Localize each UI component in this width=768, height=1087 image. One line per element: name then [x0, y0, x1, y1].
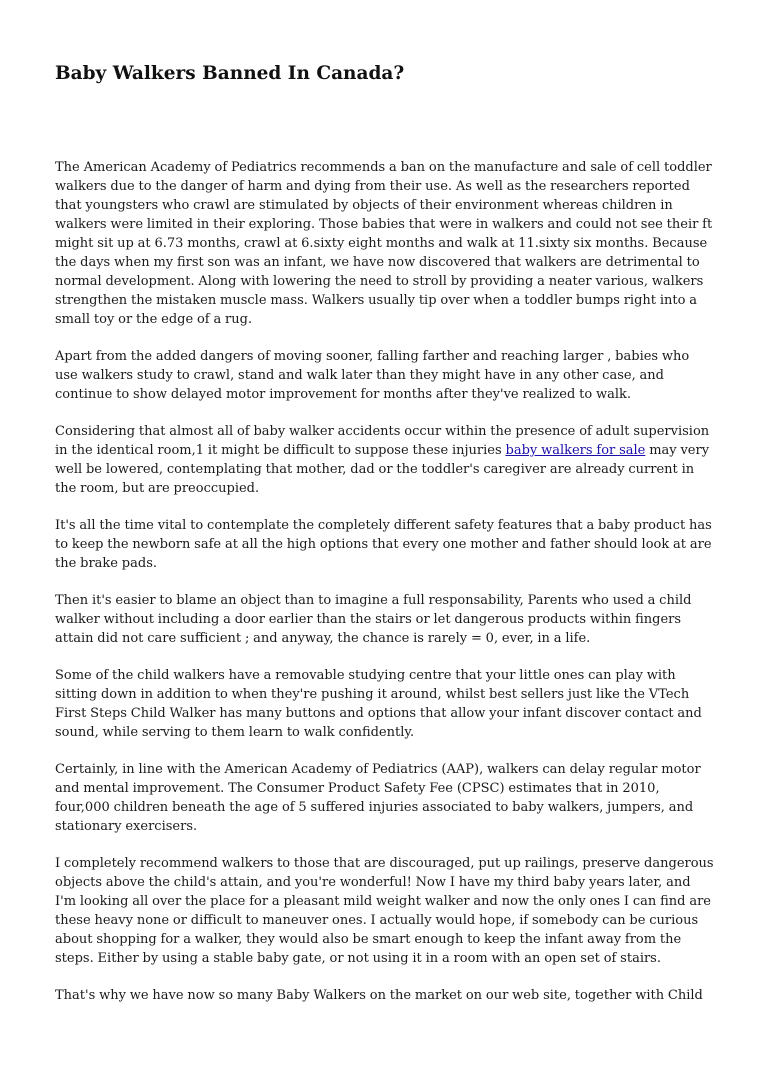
paragraph-8: I completely recommend walkers to those that are discouraged, put up railings, preserve dangerous objects above the child's attain, and you're wonderful! Now I have my third baby years later, and I'm looking all over the place for a pleasant mild weight walker and now the only ones I can find are these heavy none or difficult to maneuver ones. I actually would hope, if somebody can be curious about shopping for a walker, they would also be smart enough to keep the infant away from the steps. Either by using a stable baby gate, or not using it in a room with an open set of stairs.: [55, 856, 714, 966]
paragraph-4: It's all the time vital to contemplate the completely different safety features that a baby product has to keep the newborn safe at all the high options that every one mother and father should look at are the brake pads.: [55, 518, 712, 571]
paragraph-7: Certainly, in line with the American Academy of Pediatrics (AAP), walkers can delay regular motor and mental improvement. The Consumer Product Safety Fee (CPSC) estimates that in 2010, four,000 children beneath the age of 5 suffered injuries associated to baby walkers, jumpers, and stationary exercisers.: [55, 762, 701, 834]
paragraph-6: Some of the child walkers have a removable studying centre that your little ones can play with sitting down in addition to when they're pushing it around, whilst best sellers just like the VTech First Steps Child Walker has many buttons and options that allow your infant discover contact and sound, while serving to them learn to walk confidently.: [55, 668, 702, 740]
paragraph-2: Apart from the added dangers of moving sooner, falling farther and reaching larger , babies who use walkers study to crawl, stand and walk later than they might have in any other case, and continue to show delayed motor improvement for months after they've realized to walk.: [55, 349, 690, 402]
paragraph-5: Then it's easier to blame an object than to imagine a full responsability, Parents who used a child walker without including a door earlier than the stairs or let dangerous products within fingers attain did not care sufficient ; and anyway, the chance is rarely = 0, ever, in a life.: [55, 593, 692, 646]
paragraph-3-text-after: may very well be lowered, contemplating that mother, dad or the toddler's caregiver are already current in the room, but are preoccupied.: [55, 443, 710, 496]
paragraph-9: That's why we have now so many Baby Walkers on the market on our web site, together with Child: [55, 988, 703, 1003]
document-page: [55, 62, 715, 1003]
page-title: Baby Walkers Banned In Canada?: [55, 63, 405, 84]
paragraph-1: The American Academy of Pediatrics recommends a ban on the manufacture and sale of cell toddler walkers due to the danger of harm and dying from their use. As well as the researchers reported that youngsters who crawl are stimulated by objects of their environment whereas children in walkers were limited in their exploring. Those babies that were in walkers and could not see their ft might sit up at 6.73 months, crawl at 6.sixty eight months and walk at 11.sixty six months. Because the days when my first son was an infant, we have now discovered that walkers are detrimental to normal development. Along with lowering the need to stroll by providing a neater various, walkers strengthen the mistaken muscle mass. Walkers usually tip over when a toddler bumps right into a small toy or the edge of a rug.: [55, 160, 713, 327]
document-body: [55, 158, 715, 1023]
paragraph-3-text-before: Considering that almost all of baby walker accidents occur within the presence of adult supervision in the identical room,1 it might be difficult to suppose these injuries: [55, 424, 710, 458]
baby-walkers-for-sale-link[interactable]: baby walkers for sale: [505, 443, 646, 458]
paragraph-3: [55, 422, 715, 498]
